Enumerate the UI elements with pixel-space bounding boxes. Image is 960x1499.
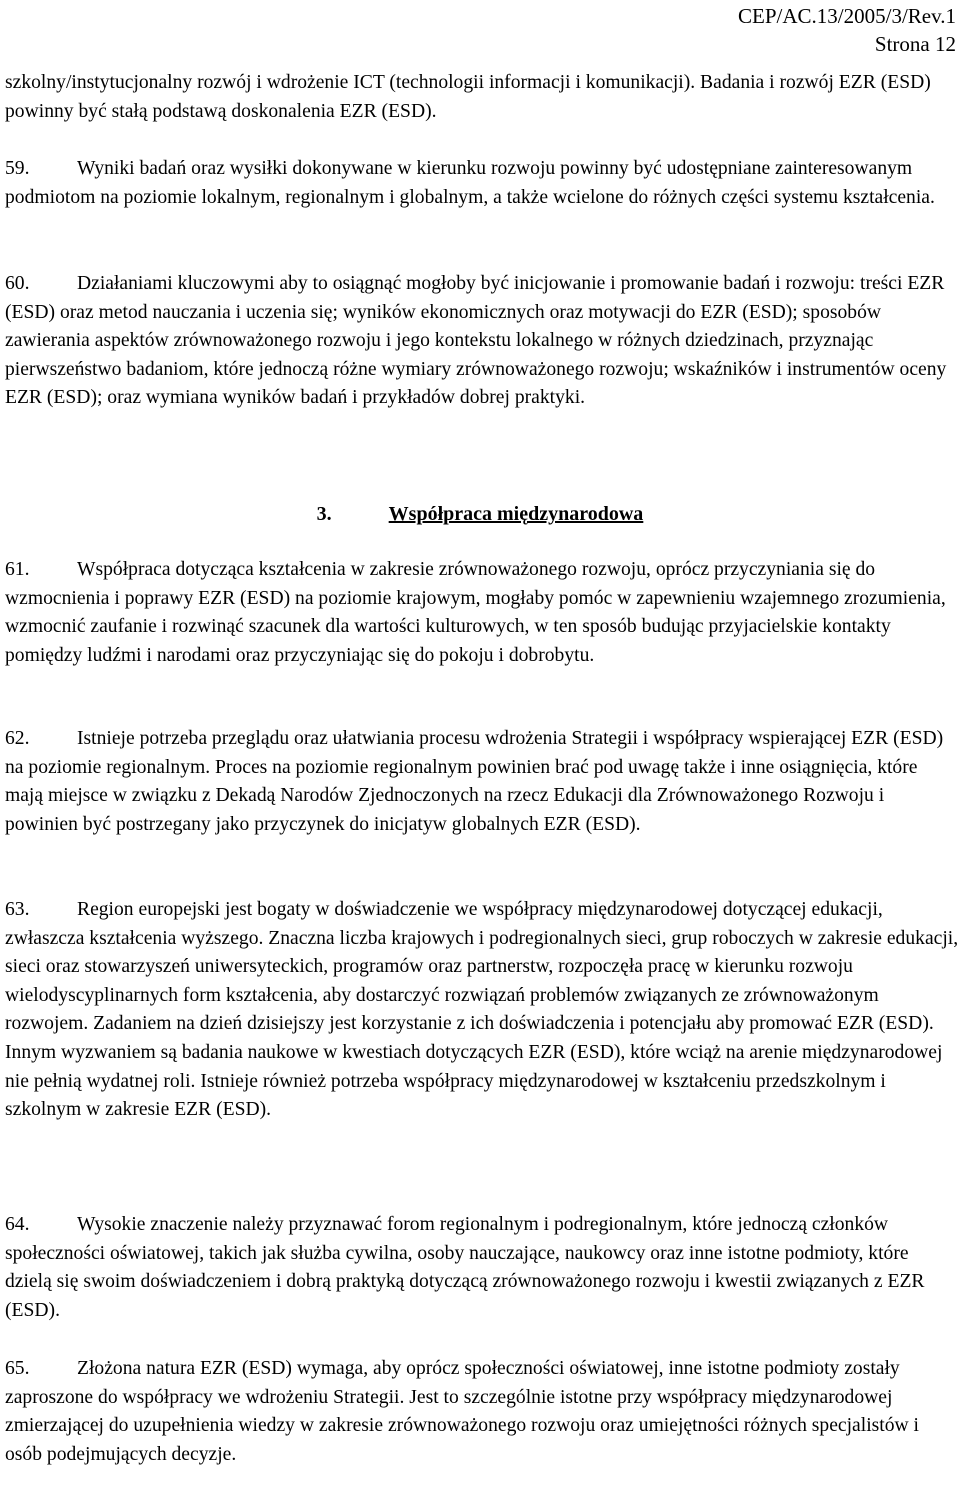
paragraph-63 (5, 896, 960, 1125)
paragraph-59 (5, 155, 960, 212)
paragraph-text: Złożona natura EZR (ESD) wymaga, aby oprócz społeczności oświatowej, inne istotne podmioty zostały zaproszone do współpracy we wdrożeniu Strategii. Jest to szczególnie istotne przy współpracy międzynarodowej zmierzającej do uzupełnienia wiedzy w zakresie zrównoważonego rozwoju oraz umiejętności różnych specjalistów i osób podejmujących decyzje. (5, 1358, 919, 1465)
document-symbol: CEP/AC.13/2005/3/Rev.1 (738, 4, 956, 28)
paragraph-number: 61. (5, 559, 30, 580)
paragraph-64 (5, 1211, 960, 1325)
paragraph-62 (5, 725, 960, 839)
section-number: 3. (316, 503, 332, 525)
section-heading (0, 500, 960, 528)
paragraph-61 (5, 556, 960, 670)
paragraph-number: 62. (5, 728, 30, 749)
paragraph-number: 64. (5, 1214, 30, 1235)
paragraph-60 (5, 270, 960, 413)
paragraph-65 (5, 1355, 960, 1469)
page-number: Strona 12 (874, 32, 956, 56)
paragraph-number: 63. (5, 899, 30, 920)
intro-text: szkolny/instytucjonalny rozwój i wdrożenie ICT (technologii informacji i komunikacji). Badania i rozwój EZR (ESD) powinny być stałą podstawą doskonalenia EZR (ESD). (5, 72, 931, 122)
section-title: Współpraca międzynarodowa (388, 503, 644, 525)
paragraph-number: 65. (5, 1358, 30, 1379)
paragraph-text: Wyniki badań oraz wysiłki dokonywane w kierunku rozwoju powinny być udostępniane zainteresowanym podmiotom na poziomie lokalnym, regionalnym i globalnym, a także wcielone do różnych części systemu kształcenia. (5, 158, 935, 208)
intro-paragraph (5, 69, 960, 126)
paragraph-text: Region europejski jest bogaty w doświadczenie we współpracy międzynarodowej dotyczącej edukacji, zwłaszcza kształcenia wyższego. Znaczna liczba krajowych i podregionalnych sieci, grup roboczych w zakresie edukacji, sieci oraz stowarzyszeń uniwersyteckich, programów oraz partnerstw, rozpoczęła pracę w kierunku rozwoju wielodyscyplinarnych form kształcenia, aby dostarczyć rozwiązań problemów związanych ze zrównoważonym rozwojem. Zadaniem na dzień dzisiejszy jest korzystanie z ich doświadczenia i potencjału aby promować EZR (ESD). Innym wyzwaniem są badania naukowe w kwestiach dotyczących EZR (ESD), które wciąż na arenie międzynarodowej nie pełnią wydatnej roli. Istnieje również potrzeba współpracy międzynarodowej w kształceniu przedszkolnym i szkolnym w zakresie EZR (ESD). (5, 899, 959, 1121)
paragraph-text: Istnieje potrzeba przeglądu oraz ułatwiania procesu wdrożenia Strategii i współpracy wspierającej EZR (ESD) na poziomie regionalnym. Proces na poziomie regionalnym powinien brać pod uwagę także i inne osiągnięcia, które mają miejsce w związku z Dekadą Narodów Zjednoczonych na rzecz Edukacji dla Zrównoważonego Rozwoju i powinien być postrzegany jako przyczynek do inicjatyw globalnych EZR (ESD). (5, 728, 944, 835)
paragraph-number: 60. (5, 273, 30, 294)
paragraph-number: 59. (5, 158, 30, 179)
paragraph-text: Wysokie znaczenie należy przyznawać forom regionalnym i podregionalnym, które jednoczą członków społeczności oświatowej, takich jak służba cywilna, osoby nauczające, naukowcy oraz inne istotne podmioty, które dzielą się swoim doświadczeniem i dobrą praktyką dotyczącą zrównoważonego rozwoju i kwestii związanych z EZR (ESD). (5, 1214, 925, 1321)
paragraph-text: Współpraca dotycząca kształcenia w zakresie zrównoważonego rozwoju, oprócz przyczyniania się do wzmocnienia i poprawy EZR (ESD) na poziomie krajowym, mogłaby pomóc w zapewnieniu wzajemnego zrozumienia, wzmocnić zaufanie i rozwinąć szacunek dla wartości kulturowych, w ten sposób budując przyjacielskie kontakty pomiędzy ludźmi i narodami oraz przyczyniając się do pokoju i dobrobytu. (5, 559, 946, 666)
paragraph-text: Działaniami kluczowymi aby to osiągnąć mogłoby być inicjowanie i promowanie badań i rozwoju: treści EZR (ESD) oraz metod nauczania i uczenia się; wyników ekonomicznych oraz motywacji do EZR (ESD); sposobów zawierania aspektów zrównoważonego rozwoju i jego kontekstu lokalnego w różnych dziedzinach, przyznając pierwszeństwo badaniom, które jednoczą różne wymiary zrównoważonego rozwoju; wskaźników i instrumentów oceny EZR (ESD); oraz wymiana wyników badań i przykładów dobrej praktyki. (5, 273, 947, 409)
